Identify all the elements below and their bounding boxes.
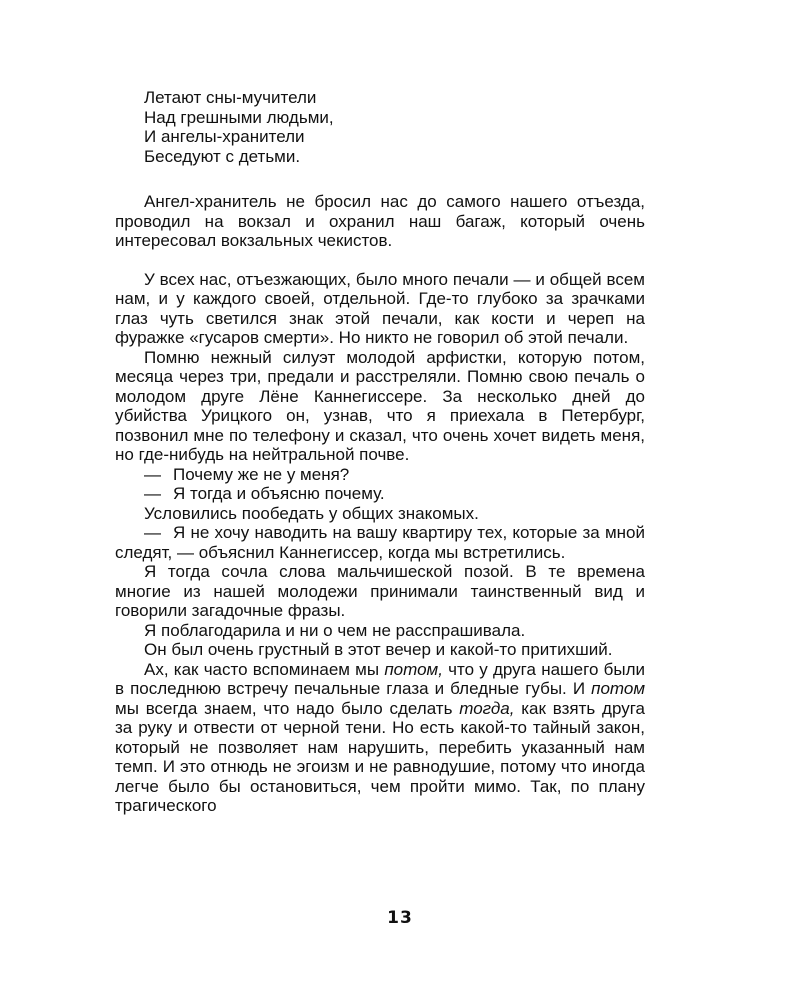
dash-mark: — (144, 484, 161, 503)
page-body (115, 88, 645, 816)
dash-mark: — (144, 523, 161, 542)
dialogue-text: Я не хочу наводить на вашу квартиру тех, которые за мной следят, — объяснил Каннегиссер, когда мы встретились. (115, 523, 645, 562)
verse-line: Беседуют с детьми. (144, 146, 301, 166)
dialogue-text: Я тогда и объясню почему. (173, 484, 385, 503)
paragraph: Я поблагодарила и ни о чем не расспрашивала. (144, 620, 526, 640)
text-run: что у друга нашего были в последнюю встречу печальные глаза и бледные губы. И (115, 659, 645, 698)
dialogue-line (115, 484, 645, 504)
text-run: мы всегда знаем, что надо было сделать (115, 698, 460, 718)
epigraph-verse (144, 88, 645, 166)
dialogue-line (115, 465, 645, 485)
paragraph: Я тогда сочла слова мальчишеской позой. В те времена многие из нашей молодежи принимали таинственный вид и говорили загадочные фразы. (115, 562, 645, 620)
paragraph: Ангел-хранитель не бросил нас до самого нашего отъезда, проводил на вокзал и охранил наш багаж, который очень интересовал вокзальных чекистов. (115, 192, 645, 250)
paragraph: У всех нас, отъезжающих, было много печали — и общей всем нам, и у каждого своей, отдельной. Где-то глубоко за зрачками глаз чуть светился знак этой печали, как кости и череп на фуражке «гусаров смерти». Но никто не говорил об этой печали. (115, 269, 645, 347)
paragraph: Помню нежный силуэт молодой арфистки, которую потом, месяца через три, предали и расстреляли. Помню свою печаль о молодом друге Лёне Каннегиссере. За несколько дней до убийства Урицкого он, узнав, что я приехала в Петербург, позвонил мне по телефону и сказал, что очень хочет видеть меня, но где-нибудь на нейтральной почве. (115, 347, 645, 464)
paragraph: Он был очень грустный в этот вечер и какой-то притихший. (144, 640, 613, 659)
verse-line: Над грешными людьми, (144, 107, 334, 127)
italic-text: тогда, (459, 698, 515, 718)
page-number: 13 (387, 908, 413, 928)
verse-line: И ангелы-хранители (144, 127, 305, 146)
italic-text: потом (591, 679, 645, 698)
paragraph (115, 660, 645, 816)
dialogue-line (115, 523, 645, 562)
text-run: Ах, как часто вспоминаем мы (144, 659, 385, 679)
text-run: как взять друга за руку и отвести от черной тени. Но есть какой-то тайный закон, который не позволяет нам нарушить, перебить указанный нам темп. И это отнюдь не эгоизм и не равнодушие, потому что иногда легче было бы остановиться, чем пройти мимо. Так, по плану трагического (115, 698, 645, 815)
verse-line: Летают сны-мучители (144, 88, 317, 107)
paragraph: Условились пообедать у общих знакомых. (144, 503, 479, 523)
italic-text: потом, (384, 659, 443, 679)
dash-mark: — (144, 464, 161, 484)
dialogue-text: Почему же не у меня? (173, 464, 350, 484)
